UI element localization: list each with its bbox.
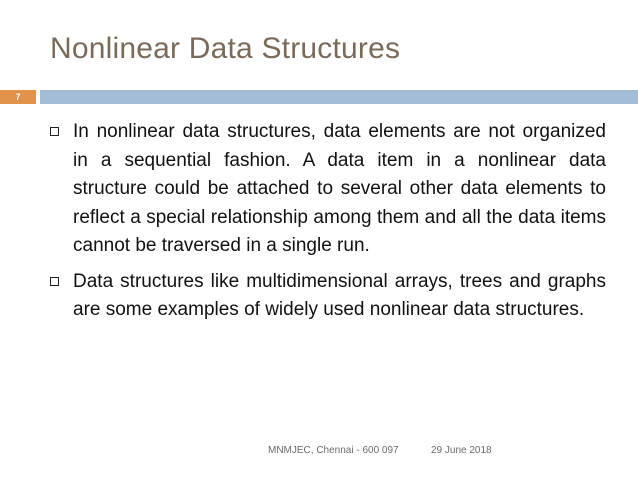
header-divider-bar xyxy=(40,90,638,104)
slide-body xyxy=(46,118,606,332)
footer-institution: MNMJEC, Chennai - 600 097 xyxy=(268,445,399,456)
slide-title: Nonlinear Data Structures xyxy=(50,32,401,65)
bullet-item xyxy=(46,118,606,261)
bullet-item xyxy=(46,268,606,325)
square-bullet-icon xyxy=(50,277,59,286)
square-bullet-icon xyxy=(50,127,59,136)
bullet-text: Data structures like multidimensional arrays, trees and graphs are some examples of widely used nonlinear data structures. xyxy=(73,270,606,320)
bullet-text: In nonlinear data structures, data elements are not organized in a sequential fashion. A data item in a nonlinear data structure could be attached to several other data elements to reflect a special relationship among them and all the data items cannot be traversed in a single run. xyxy=(73,121,606,256)
footer-date: 29 June 2018 xyxy=(431,445,492,456)
slide-number: 7 xyxy=(15,92,21,102)
